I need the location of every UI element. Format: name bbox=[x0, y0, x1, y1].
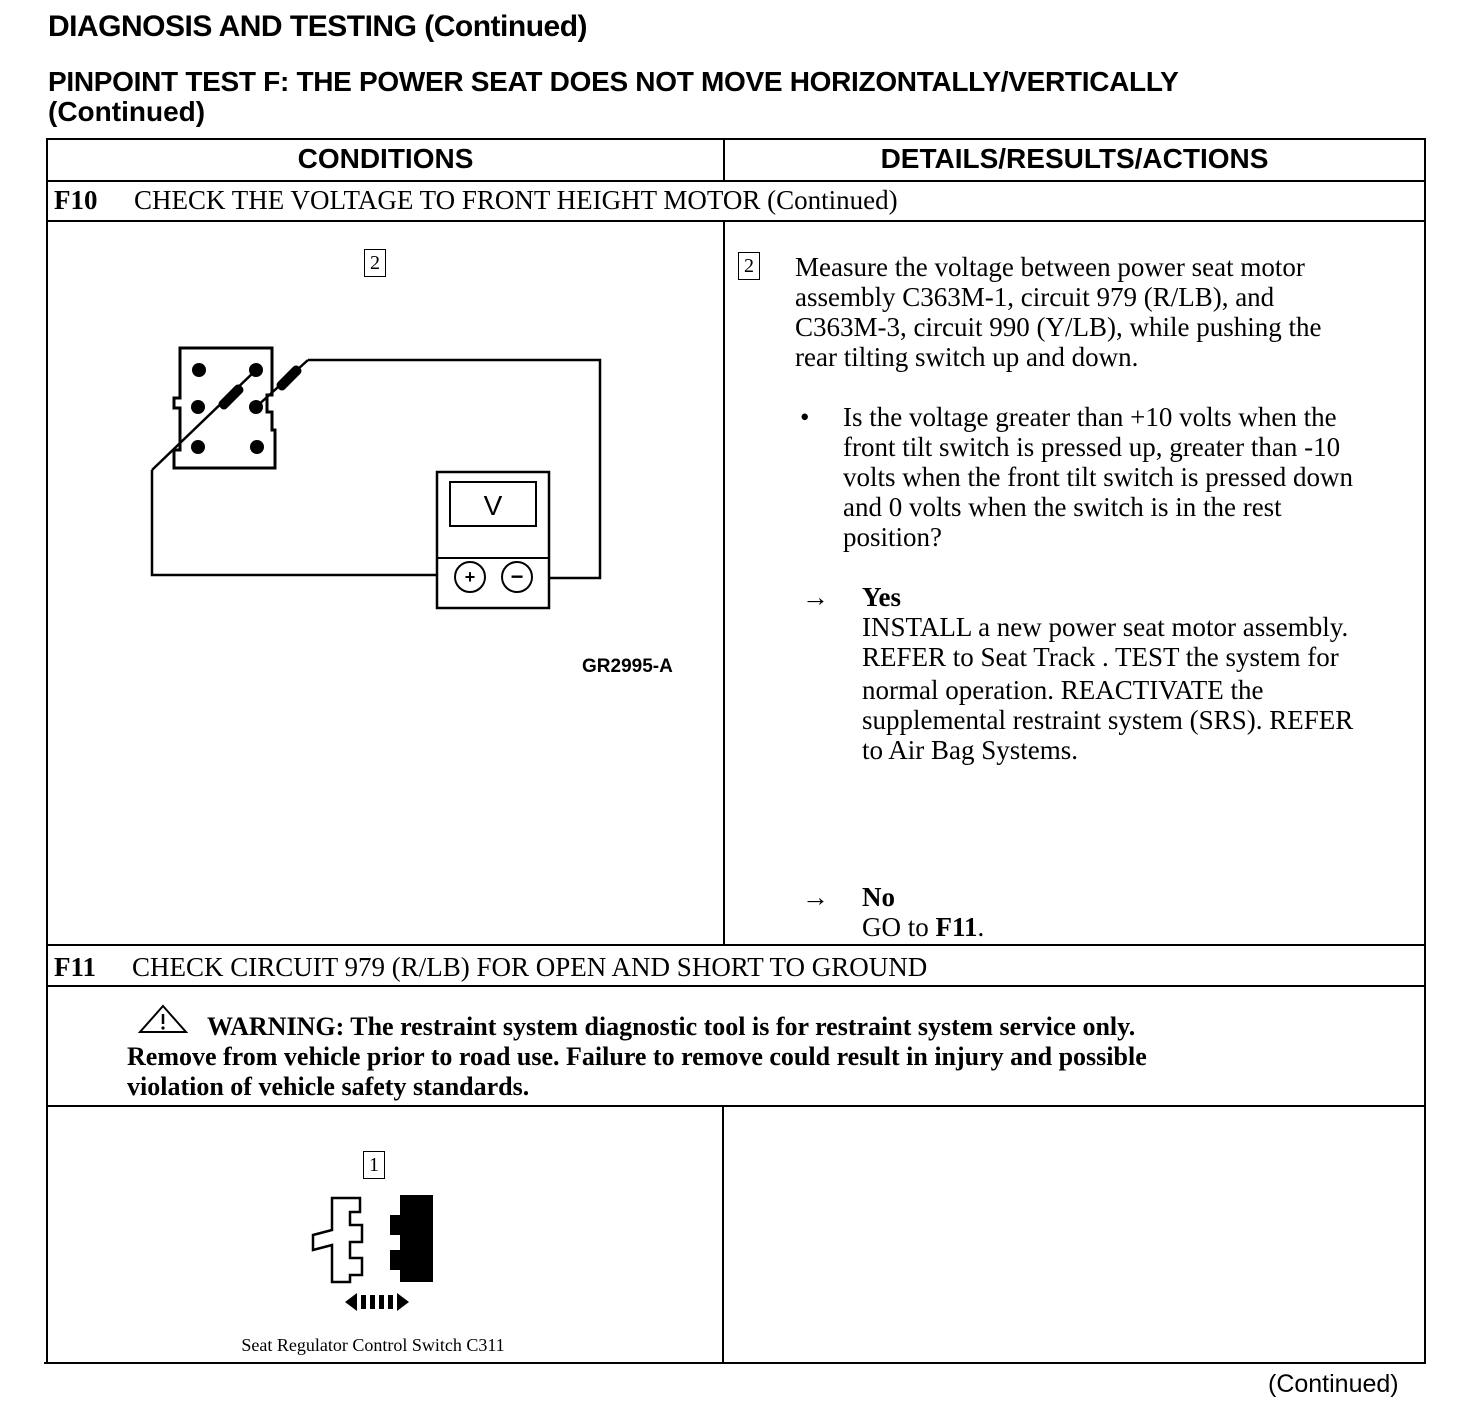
yes-label: Yes bbox=[862, 582, 901, 612]
instruction-text: Measure the voltage between power seat motor assembly C363M-1, circuit 979 (R/LB), and C363M-3, circuit 990 (Y/LB), while pushing the rear tilting switch up and down. bbox=[795, 252, 1322, 372]
switch-body bbox=[390, 1195, 433, 1282]
table-rule bbox=[46, 180, 1426, 182]
connector-pin bbox=[191, 440, 205, 454]
table-rule bbox=[46, 1105, 1426, 1107]
step-title-f10: CHECK THE VOLTAGE TO FRONT HEIGHT MOTOR (Continued) bbox=[134, 185, 898, 215]
column-divider bbox=[722, 1105, 724, 1364]
connector-housing bbox=[313, 1198, 362, 1282]
voltage-test-diagram bbox=[140, 340, 610, 620]
probe-tip bbox=[275, 364, 303, 392]
table-border-top bbox=[46, 138, 1426, 140]
step-number-box: 2 bbox=[364, 249, 386, 277]
table-border-bottom bbox=[44, 1362, 1426, 1364]
arrow-icon: → bbox=[802, 882, 829, 912]
table-rule bbox=[46, 985, 1426, 987]
voltmeter-label: V bbox=[483, 490, 503, 521]
svg-text:−: − bbox=[510, 564, 524, 589]
question-text: Is the voltage greater than +10 volts when the front tilt switch is pressed up, greater than -10 volts when the front tilt switch is pressed down and 0 volts when the switch is in the rest position? bbox=[843, 402, 1353, 552]
details-header: DETAILS/RESULTS/ACTIONS bbox=[880, 143, 1269, 174]
connector-caption: Seat Regulator Control Switch C311 bbox=[241, 1335, 505, 1355]
test-title-continued: (Continued) bbox=[48, 96, 206, 127]
test-title: PINPOINT TEST F: THE POWER SEAT DOES NOT MOVE HORIZONTALLY/VERTICALLY bbox=[48, 66, 1179, 97]
table-border-right bbox=[1424, 138, 1426, 1364]
step-code-f11: F11 bbox=[54, 952, 97, 982]
yes-result: Yes INSTALL a new power seat motor assembly. REFER to Seat Track . TEST the system for normal operation. REACTIVATE the supplemental restraint system (SRS). REFER to Air Bag Systems. bbox=[862, 582, 1354, 765]
conditions-header: CONDITIONS bbox=[297, 143, 474, 174]
arrow-icon: → bbox=[802, 582, 829, 612]
connector-pin bbox=[250, 440, 264, 454]
no-label: No bbox=[862, 882, 895, 912]
double-arrow-icon bbox=[345, 1293, 409, 1311]
table-border-left bbox=[46, 138, 48, 1364]
section-title: DIAGNOSIS AND TESTING (Continued) bbox=[48, 10, 588, 43]
test-lead-negative bbox=[152, 370, 256, 470]
svg-text:+: + bbox=[464, 567, 476, 587]
table-rule bbox=[46, 220, 1426, 222]
step-title-f11: CHECK CIRCUIT 979 (R/LB) FOR OPEN AND SHORT TO GROUND bbox=[132, 952, 928, 982]
warning-text: WARNING: The restraint system diagnostic tool is for restraint system service only. Remove from vehicle prior to road use. Failure to remove could result in injury and possible violation of vehicle safety standards. bbox=[127, 1012, 1147, 1101]
step-number-box: 2 bbox=[738, 252, 760, 280]
table-rule bbox=[46, 944, 1426, 946]
no-result: No GO to F11. bbox=[862, 882, 985, 942]
continued-footer: (Continued) bbox=[1268, 1370, 1399, 1398]
switch-connector-diagram bbox=[305, 1190, 445, 1315]
connector-pin bbox=[192, 363, 206, 377]
step-code-f10: F10 bbox=[54, 185, 98, 215]
figure-id: GR2995-A bbox=[582, 656, 673, 677]
connector-pin bbox=[191, 400, 205, 414]
probe-tip bbox=[217, 383, 245, 411]
column-divider bbox=[723, 220, 725, 946]
bullet: • bbox=[800, 402, 810, 432]
goto-link-f11[interactable]: F11 bbox=[935, 912, 978, 942]
step-number-box: 1 bbox=[363, 1151, 385, 1179]
